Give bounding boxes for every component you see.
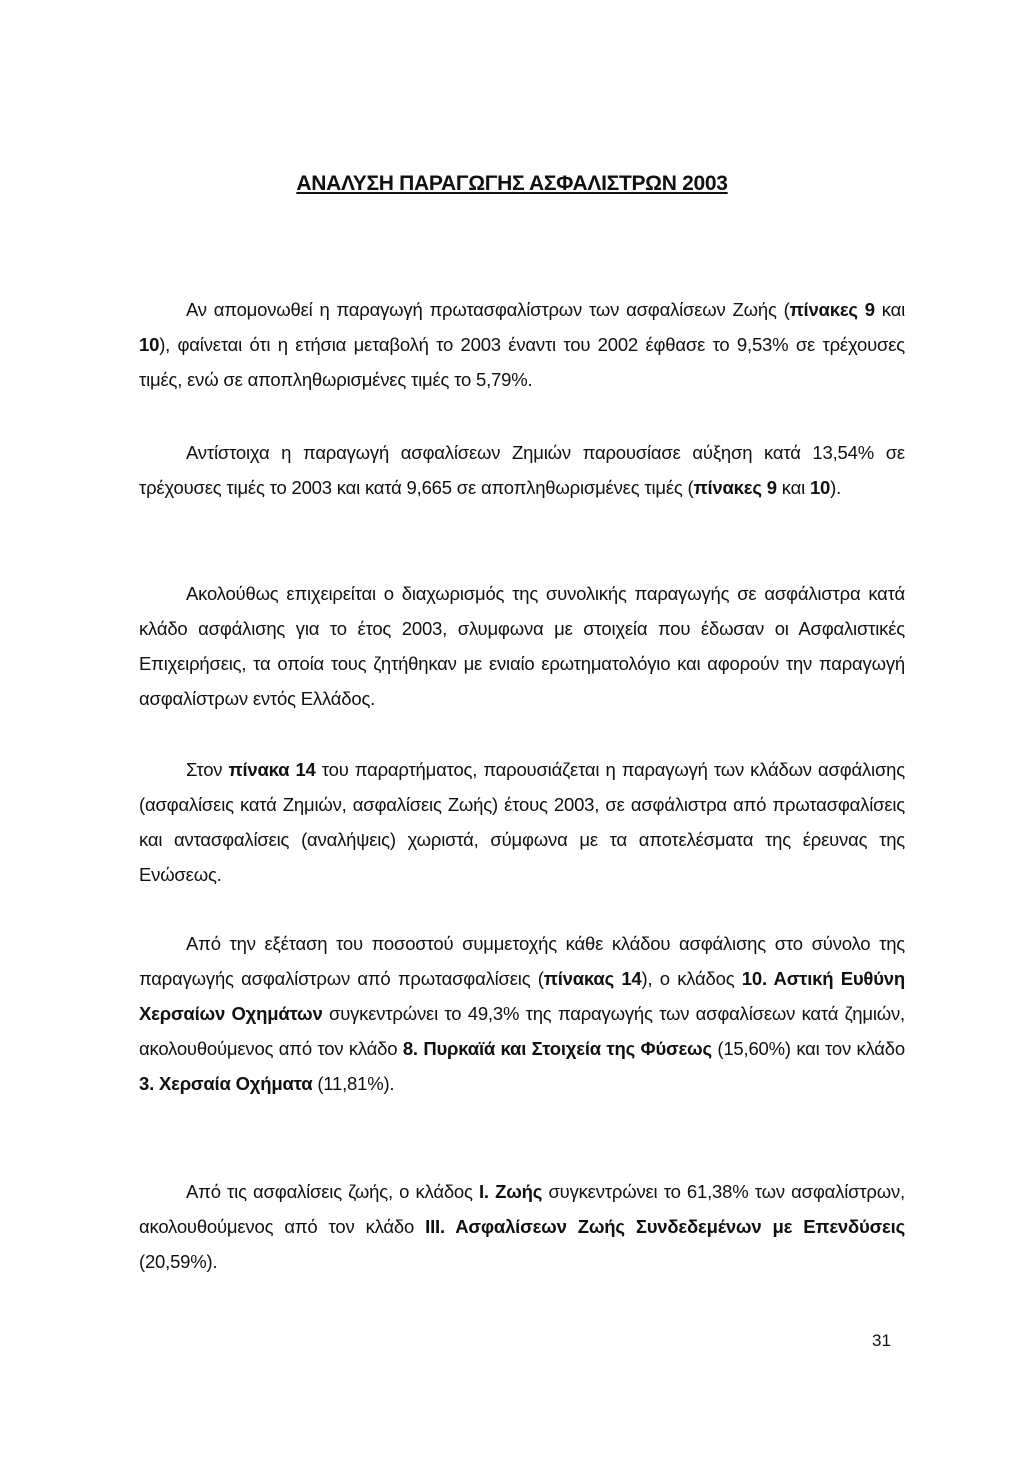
text-segment: Από τις ασφαλίσεις ζωής, ο κλάδος <box>186 1180 479 1202</box>
text-segment: (15,60%) και τον κλάδο <box>711 1037 905 1059</box>
bold-text: 10. Αστική Ευθύνη Χερσαίων Οχημάτων <box>139 967 905 1024</box>
bold-text: πίνακα 14 <box>228 758 316 780</box>
text-segment: (20,59%). <box>139 1250 218 1272</box>
page-number: 31 <box>872 1331 891 1350</box>
text-segment: ), φαίνεται ότι η ετήσια μεταβολή το 2003 έναντι του 2002 έφθασε το 9,53% σε τρέχουσες τιμές, ενώ σε αποπληθωρισμένες τιμές το 5,79%. <box>139 333 905 390</box>
paragraph <box>139 1174 905 1279</box>
text-segment: (11,81%). <box>312 1072 395 1094</box>
bold-text: πίνακας 14 <box>543 967 642 989</box>
text-segment: του παραρτήματος, παρουσιάζεται η παραγωγή των κλάδων ασφάλισης (ασφαλίσεις κατά Ζημιών, ασφαλίσεις Ζωής) έτους 2003, σε ασφάλιστρα από πρωτασφαλίσεις και αντασφαλίσεις (αναλήψεις) χωριστά, σύμφωνα με τα αποτελέσματα της έρευνας της Ενώσεως. <box>139 758 905 885</box>
text-segment: Από την εξέταση του ποσοστού συμμετοχής κάθε κλάδου ασφάλισης στο σύνολο της παραγωγής ασφαλίστρων από πρωτασφαλίσεις ( <box>139 932 905 989</box>
bold-text: 10 <box>139 333 160 355</box>
bold-text: πίνακες 9 <box>693 476 777 498</box>
bold-text: 10 <box>809 476 831 498</box>
bold-text: ΙΙΙ. Ασφαλίσεων Ζωής Συνδεδεμένων με Επενδύσεις <box>425 1215 906 1237</box>
paragraph <box>139 292 905 397</box>
text-segment: και <box>776 476 810 498</box>
paragraph <box>139 752 905 892</box>
text-segment: συγκεντρώνει το 49,3% της παραγωγής των ασφαλίσεων κατά ζημιών, ακολουθούμενος από τον κλάδο <box>139 1002 905 1059</box>
text-segment: Αντίστοιχα η παραγωγή ασφαλίσεων Ζημιών παρουσίασε αύξηση κατά 13,54% σε τρέχουσες τιμές το 2003 και κατά 9,665 σε αποπληθωρισμένες τιμές ( <box>139 441 905 498</box>
text-segment: Στον <box>186 758 229 780</box>
paragraph <box>139 576 905 716</box>
document-title: ΑΝΑΛΥΣΗ ΠΑΡΑΓΩΓΗΣ ΑΣΦΑΛΙΣΤΡΩΝ 2003 <box>296 172 728 195</box>
bold-text: 8. Πυρκαϊά και Στοιχεία της Φύσεως <box>402 1037 712 1059</box>
paragraph <box>139 435 905 505</box>
bold-text: Ι. Ζωής <box>478 1180 543 1202</box>
text-segment: ), ο κλάδος <box>641 967 742 989</box>
text-segment: Ακολούθως επιχειρείται ο διαχωρισμός της συνολικής παραγωγής σε ασφάλιστρα κατά κλάδο ασφάλισης για το έτος 2003, σλυμφωνα με στοιχεία που έδωσαν οι Ασφαλιστικές Επιχειρήσεις, τα οποία τους ζητήθηκαν με ενιαίο ερωτηματολόγιο και αφορούν την παραγωγή ασφαλίστρων εντός Ελλάδος. <box>139 582 905 709</box>
bold-text: πίνακες 9 <box>789 298 875 320</box>
paragraph <box>139 926 905 1101</box>
text-segment: και <box>874 298 906 320</box>
text-segment: Αν απομονωθεί η παραγωγή πρωτασφαλίστρων των ασφαλίσεων Ζωής ( <box>186 298 790 320</box>
text-segment: συγκεντρώνει το 61,38% των ασφαλίστρων, ακολουθούμενος από τον κλάδο <box>139 1180 905 1237</box>
bold-text: 3. Χερσαία Οχήματα <box>139 1072 313 1094</box>
text-segment: ). <box>830 476 842 498</box>
